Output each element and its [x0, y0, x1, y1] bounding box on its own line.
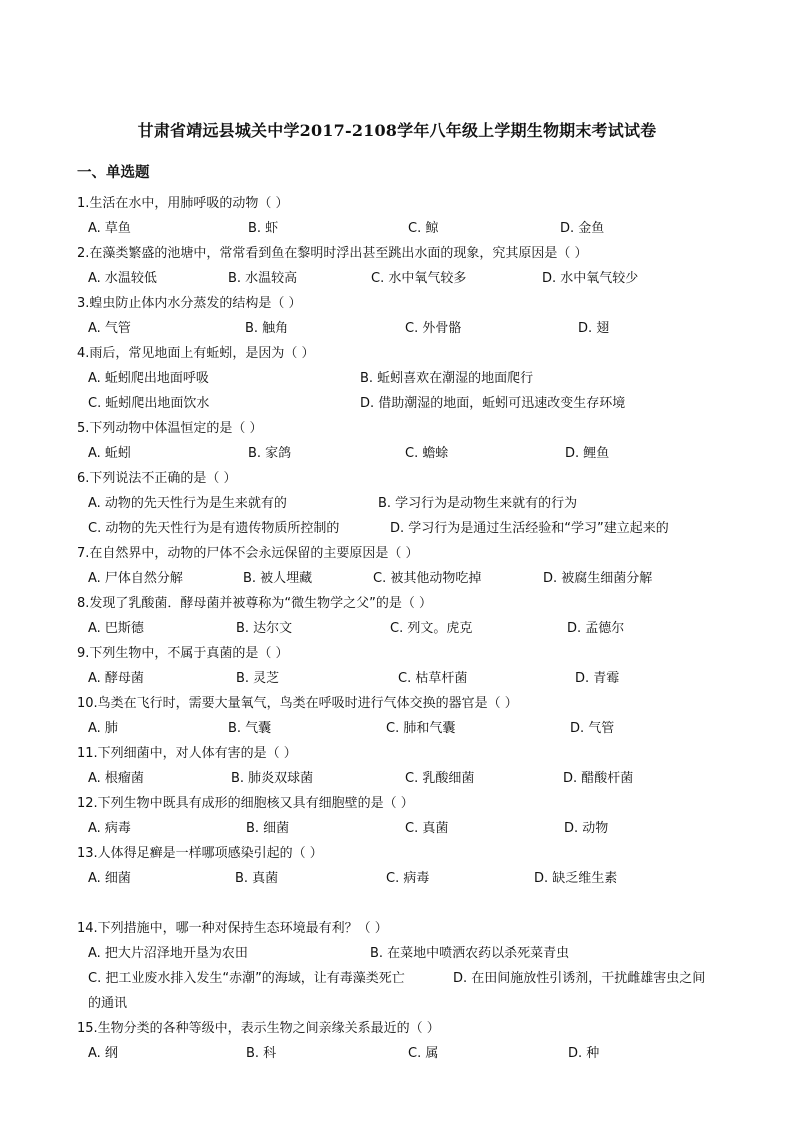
- q11-option-a: A. 根瘤菌: [88, 771, 144, 786]
- question-4: 4.雨后，常见地面上有蚯蚓，是因为（ ）: [77, 346, 315, 361]
- q8-option-c: C. 列文。虎克: [390, 621, 473, 636]
- question-1: 1.生活在水中，用肺呼吸的动物（ ）: [77, 196, 289, 211]
- q15-option-c: C. 属: [408, 1046, 439, 1061]
- q12-option-d: D. 动物: [564, 821, 609, 836]
- q12-option-a: A. 病毒: [88, 821, 131, 836]
- question-3: 3.蝗虫防止体内水分蒸发的结构是（ ）: [77, 296, 302, 311]
- q3-option-c: C. 外骨骼: [405, 321, 462, 336]
- q14-option-a: A. 把大片沼泽地开垦为农田: [88, 946, 248, 961]
- q13-option-c: C. 病毒: [386, 871, 430, 886]
- section-heading: 一、单选题: [77, 165, 150, 181]
- q1-option-b: B. 虾: [248, 221, 279, 236]
- q13-option-d: D. 缺乏维生素: [534, 871, 618, 886]
- q3-option-b: B. 触角: [245, 321, 289, 336]
- question-11: 11.下列细菌中，对人体有害的是（ ）: [77, 746, 297, 761]
- q15-option-d: D. 种: [568, 1046, 600, 1061]
- q2-option-d: D. 水中氧气较少: [542, 271, 639, 286]
- q9-option-a: A. 酵母菌: [88, 671, 144, 686]
- q7-option-d: D. 被腐生细菌分解: [543, 571, 653, 586]
- q13-option-a: A. 细菌: [88, 871, 131, 886]
- q4-option-b: B. 蚯蚓喜欢在潮湿的地面爬行: [360, 371, 534, 386]
- q14-option-c: C. 把工业废水排入发生“赤潮”的海域，让有毒藻类死亡: [88, 971, 405, 986]
- q5-option-c: C. 蟾蜍: [405, 446, 449, 461]
- q8-option-b: B. 达尔文: [236, 621, 293, 636]
- q14-option-b: B. 在菜地中喷洒农药以杀死菜青虫: [370, 946, 570, 961]
- q6-option-a: A. 动物的先天性行为是生来就有的: [88, 496, 287, 511]
- q2-option-c: C. 水中氧气较多: [371, 271, 467, 286]
- question-13: 13.人体得足癣是一样哪项感染引起的（ ）: [77, 846, 323, 861]
- q1-option-a: A. 草鱼: [88, 221, 131, 236]
- q8-option-d: D. 孟德尔: [567, 621, 625, 636]
- page-title: 甘肃省靖远县城关中学2017-2108学年八年级上学期生物期末考试试卷: [137, 121, 657, 140]
- q7-option-a: A. 尸体自然分解: [88, 571, 183, 586]
- question-8: 8.发现了乳酸菌．酵母菌并被尊称为“微生物学之父”的是（ ）: [77, 596, 433, 611]
- q10-option-b: B. 气囊: [228, 721, 272, 736]
- q4-option-d: D. 借助潮湿的地面，蚯蚓可迅速改变生存环境: [360, 396, 626, 411]
- q4-option-c: C. 蚯蚓爬出地面饮水: [88, 396, 210, 411]
- q9-option-d: D. 青霉: [575, 671, 620, 686]
- q6-option-c: C. 动物的先天性行为是有遗传物质所控制的: [88, 521, 340, 536]
- q2-option-a: A. 水温较低: [88, 271, 157, 286]
- q7-option-c: C. 被其他动物吃掉: [373, 571, 482, 586]
- q2-option-b: B. 水温较高: [228, 271, 298, 286]
- q3-option-a: A. 气管: [88, 321, 131, 336]
- question-6: 6.下列说法不正确的是（ ）: [77, 471, 237, 486]
- q5-option-a: A. 蚯蚓: [88, 446, 131, 461]
- question-12: 12.下列生物中既具有成形的细胞核又具有细胞壁的是（ ）: [77, 796, 414, 811]
- q10-option-d: D. 气管: [570, 721, 615, 736]
- q15-option-b: B. 科: [246, 1046, 277, 1061]
- q5-option-d: D. 鲤鱼: [565, 446, 610, 461]
- q6-option-b: B. 学习行为是动物生来就有的行为: [378, 496, 578, 511]
- question-9: 9.下列生物中，不属于真菌的是（ ）: [77, 646, 289, 661]
- q7-option-b: B. 被人埋藏: [243, 571, 313, 586]
- q12-option-b: B. 细菌: [246, 821, 290, 836]
- q10-option-c: C. 肺和气囊: [386, 721, 456, 736]
- question-15: 15.生物分类的各种等级中，表示生物之间亲缘关系最近的（ ）: [77, 1021, 440, 1036]
- q11-option-c: C. 乳酸细菌: [405, 771, 475, 786]
- q14-option-d: D. 在田间施放性引诱剂，干扰雌雄害虫之间: [453, 971, 706, 986]
- q1-option-d: D. 金鱼: [560, 221, 605, 236]
- q8-option-a: A. 巴斯德: [88, 621, 144, 636]
- q5-option-b: B. 家鸽: [248, 446, 292, 461]
- q1-option-c: C. 鲸: [408, 221, 439, 236]
- q11-option-d: D. 醋酸杆菌: [563, 771, 634, 786]
- q14-option-d-continued: 的通讯: [88, 996, 128, 1011]
- question-5: 5.下列动物中体温恒定的是（ ）: [77, 421, 263, 436]
- q9-option-b: B. 灵芝: [236, 671, 280, 686]
- question-10: 10.鸟类在飞行时，需要大量氧气，鸟类在呼吸时进行气体交换的器官是（ ）: [77, 696, 518, 711]
- question-7: 7.在自然界中，动物的尸体不会永远保留的主要原因是（ ）: [77, 546, 419, 561]
- q15-option-a: A. 纲: [88, 1046, 118, 1061]
- q6-option-d: D. 学习行为是通过生活经验和“学习”建立起来的: [390, 521, 669, 536]
- q12-option-c: C. 真菌: [405, 821, 449, 836]
- question-14: 14.下列措施中，哪一种对保持生态环境最有利？（ ）: [77, 921, 388, 936]
- q9-option-c: C. 枯草杆菌: [398, 671, 468, 686]
- q4-option-a: A. 蚯蚓爬出地面呼吸: [88, 371, 209, 386]
- q10-option-a: A. 肺: [88, 721, 118, 736]
- question-2: 2.在藻类繁盛的池塘中，常常看到鱼在黎明时浮出甚至跳出水面的现象，究其原因是（ ）: [77, 246, 588, 261]
- q3-option-d: D. 翅: [578, 321, 610, 336]
- q11-option-b: B. 肺炎双球菌: [231, 771, 314, 786]
- q13-option-b: B. 真菌: [235, 871, 279, 886]
